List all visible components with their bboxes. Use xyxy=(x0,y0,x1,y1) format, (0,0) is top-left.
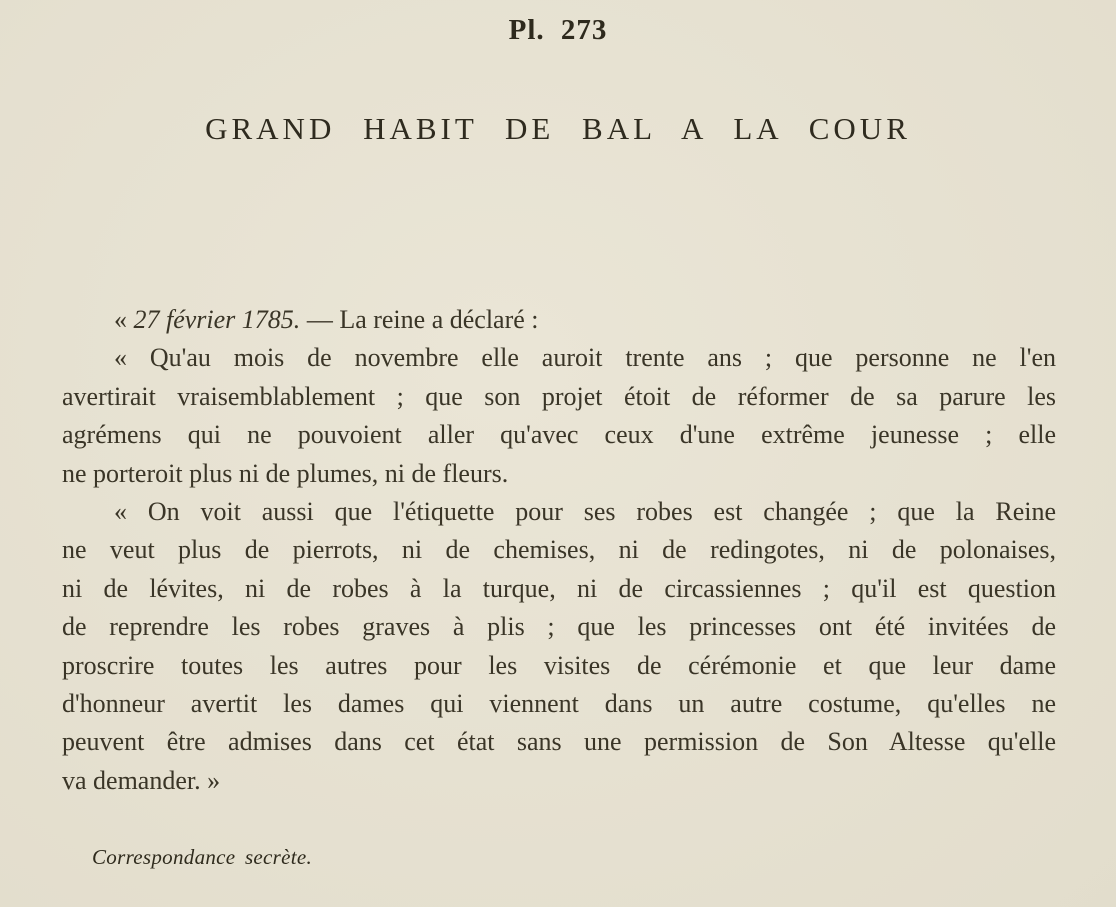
quote-line: proscrire toutes les autres pour les visites de cérémonie et que leur dame xyxy=(62,650,1056,680)
quote-line: ne porteroit plus ni de plumes, ni de fleurs. xyxy=(62,458,509,488)
quote-line: agrémens qui ne pouvoient aller qu'avec ceux d'une extrême jeunesse ; elle xyxy=(62,420,1056,450)
quote-line: va demander. » xyxy=(62,765,221,795)
plate-number: Pl. 273 xyxy=(508,14,608,46)
quote-line: « Qu'au mois de novembre elle auroit trente ans ; que personne ne l'en xyxy=(114,343,1056,373)
quote-date: 27 février 1785. xyxy=(133,305,301,334)
quote-line: peuvent être admises dans cet état sans une permission de Son Altesse qu'elle xyxy=(62,727,1056,757)
source-note: Correspondance secrète. xyxy=(92,845,313,869)
opening-guillemet: « xyxy=(114,305,134,334)
quote-paragraph-1-text: — La reine a déclaré : xyxy=(300,305,539,334)
quote-line: ne veut plus de pierrots, ni de chemises, ni de redingotes, ni de polonaises, xyxy=(62,535,1056,565)
quote-paragraph-1 xyxy=(62,301,1056,339)
quote-line xyxy=(62,301,1056,339)
page-title: GRAND HABIT DE BAL A LA COUR xyxy=(205,111,911,146)
quote-line: ni de lévites, ni de robes à la turque, ni de circassiennes ; qu'il est question xyxy=(62,573,1056,603)
quote-paragraph-2 xyxy=(62,339,1056,493)
quote-line: avertirait vraisemblablement ; que son projet étoit de réformer de sa parure les xyxy=(62,381,1056,411)
quote-paragraph-3 xyxy=(62,493,1056,800)
quote-line: de reprendre les robes graves à plis ; que les princesses ont été invitées de xyxy=(62,612,1056,642)
quote-line: « On voit aussi que l'étiquette pour ses robes est changée ; que la Reine xyxy=(114,497,1056,527)
quote-line: d'honneur avertit les dames qui viennent dans un autre costume, qu'elles ne xyxy=(62,689,1056,719)
quote-body xyxy=(62,301,1056,800)
